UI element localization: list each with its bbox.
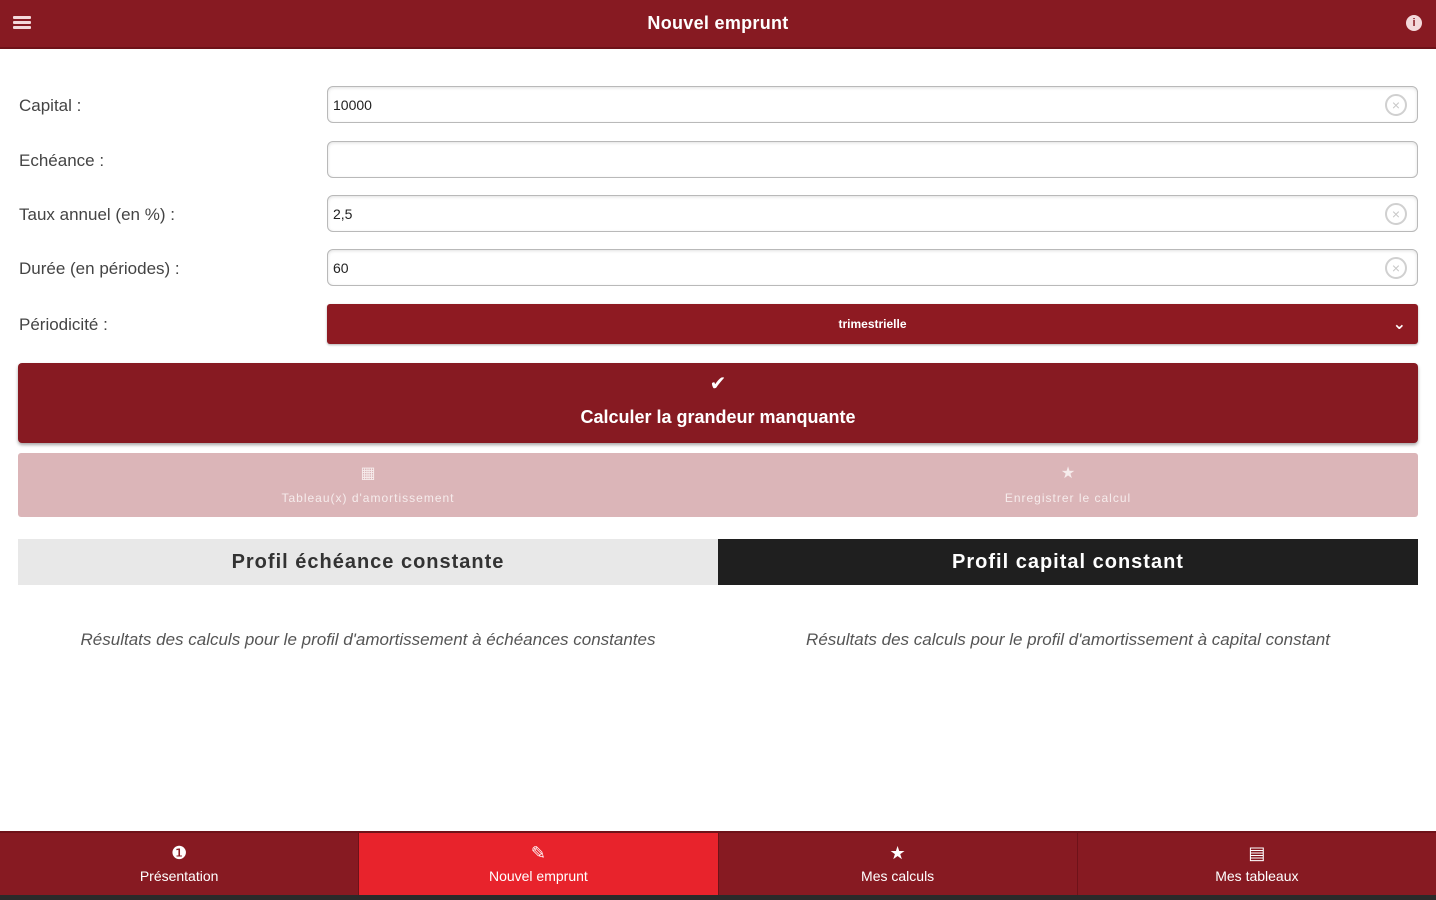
page-title: Nouvel emprunt (647, 13, 789, 33)
taux-input[interactable] (333, 198, 1373, 229)
tab-echeance-constante[interactable]: Profil échéance constante (18, 539, 718, 585)
capital-field-wrapper (327, 86, 1418, 123)
menu-icon[interactable] (12, 14, 32, 34)
tab-capital-constant[interactable]: Profil capital constant (718, 539, 1418, 585)
clear-capital-icon[interactable]: × (1385, 94, 1407, 116)
nav-mes-tableaux-label: Mes tableaux (1215, 868, 1299, 884)
pencil-icon: ✎ (530, 843, 546, 863)
echeance-label: Echéance : (19, 151, 105, 170)
info-circle-icon: ❶ (171, 843, 188, 863)
amortization-table-button[interactable] (18, 453, 718, 517)
nav-mes-calculs-label: Mes calculs (861, 868, 935, 884)
nav-presentation-label: Présentation (139, 868, 219, 884)
save-calculation-label: Enregistrer le calcul (1004, 491, 1132, 505)
app-header (0, 0, 1436, 49)
nav-presentation[interactable] (0, 833, 359, 895)
periodicite-label: Périodicité : (19, 315, 108, 334)
clear-duree-icon[interactable]: × (1385, 257, 1407, 279)
results-echeance-text: Résultats des calculs pour le profil d'amortissement à échéances constantes (80, 630, 656, 649)
capital-row (0, 86, 1436, 126)
periodicite-value: trimestrielle (838, 317, 907, 331)
calculate-button[interactable] (18, 363, 1418, 443)
table-icon: ▤ (1248, 843, 1266, 863)
check-icon: ✔ (709, 373, 727, 395)
capital-label: Capital : (19, 96, 82, 115)
profile-tabs (18, 539, 1418, 585)
system-bar-strip (0, 895, 1436, 900)
echeance-input[interactable] (333, 144, 1373, 175)
star-icon: ★ (889, 843, 906, 863)
capital-input[interactable] (333, 89, 1373, 120)
duree-field-wrapper (327, 249, 1418, 286)
taux-label: Taux annuel (en %) : (19, 205, 175, 224)
taux-field-wrapper (327, 195, 1418, 232)
clear-taux-icon[interactable]: × (1385, 203, 1407, 225)
calculate-label: Calculer la grandeur manquante (580, 407, 856, 427)
taux-row (0, 195, 1436, 235)
bottom-navigation (0, 831, 1436, 895)
save-calculation-button[interactable] (718, 453, 1418, 517)
nav-nouvel-emprunt-label: Nouvel emprunt (488, 868, 588, 884)
echeance-row (0, 141, 1436, 181)
nav-mes-calculs[interactable] (719, 833, 1078, 895)
nav-nouvel-emprunt[interactable] (359, 833, 718, 895)
star-icon: ★ (1060, 465, 1076, 482)
periodicite-select[interactable] (327, 304, 1418, 344)
periodicite-row (0, 304, 1436, 344)
results-capital-text: Résultats des calculs pour le profil d'amortissement à capital constant (806, 630, 1330, 649)
duree-input[interactable] (333, 252, 1373, 283)
echeance-field-wrapper (327, 141, 1418, 178)
chevron-down-icon: ⌄ (1392, 316, 1406, 333)
duree-label: Durée (en périodes) : (19, 259, 180, 278)
grid-icon: ▦ (360, 465, 376, 482)
duree-row (0, 249, 1436, 289)
amortization-table-label: Tableau(x) d'amortissement (281, 491, 455, 505)
results-area (18, 630, 1418, 650)
secondary-actions-bar (18, 453, 1418, 517)
info-icon[interactable]: i (1406, 15, 1422, 31)
nav-mes-tableaux[interactable] (1078, 833, 1436, 895)
